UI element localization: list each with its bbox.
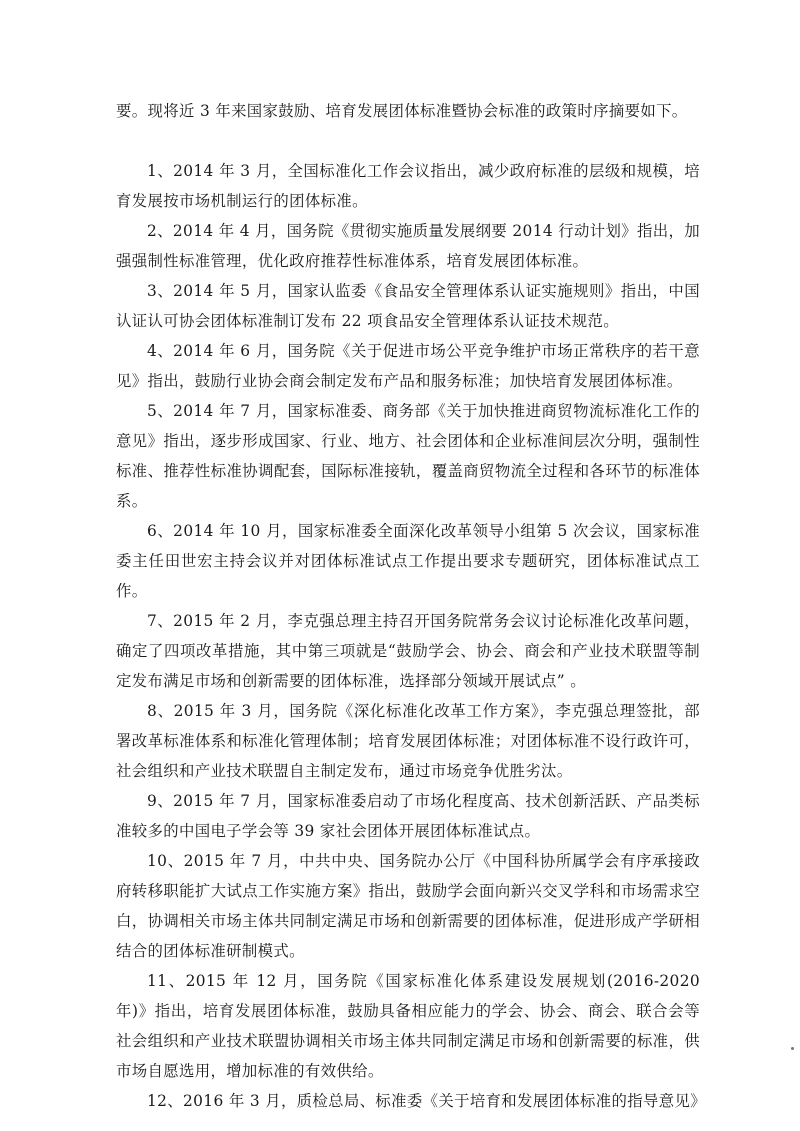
policy-item-12: 12、2016 年 3 月，质检总局、标准委《关于培育和发展团体标准的指导意见》 (147, 1092, 706, 1110)
scan-dot-mark (791, 1047, 794, 1050)
policy-item-2: 2、2014 年 4 月，国务院《贯彻实施质量发展纲要 2014 行动计划》指出，加强强制性标准管理，优化政府推荐性标准体系，培育发展团体标准。 (116, 222, 700, 270)
policy-item-4: 4、2014 年 6 月，国务院《关于促进市场公平竞争维护市场正常秩序的若干意见》指出，鼓励行业协会商会制定发布产品和服务标准；加快培育发展团体标准。 (116, 342, 700, 390)
policy-item-3: 3、2014 年 5 月，国家认监委《食品安全管理体系认证实施规则》指出，中国认证认可协会团体标准制订发布 22 项食品安全管理体系认证技术规范。 (116, 282, 700, 330)
policy-item-1: 1、2014 年 3 月，全国标准化工作会议指出，减少政府标准的层级和规模，培育发展按市场机制运行的团体标准。 (116, 162, 700, 210)
intro-paragraph: 要。现将近 3 年来国家鼓励、培育发展团体标准暨协会标准的政策时序摘要如下。 (116, 102, 688, 120)
policy-item-9: 9、2015 年 7 月，国家标准委启动了市场化程度高、技术创新活跃、产品类标准较多的中国电子学会等 39 家社会团体开展团体标准试点。 (116, 792, 700, 840)
policy-item-6: 6、2014 年 10 月，国家标准委全面深化改革领导小组第 5 次会议，国家标准委主任田世宏主持会议并对团体标准试点工作提出要求专题研究，团体标准试点工作。 (116, 522, 700, 600)
policy-item-5: 5、2014 年 7 月，国家标准委、商务部《关于加快推进商贸物流标准化工作的意见》指出，逐步形成国家、行业、地方、社会团体和企业标准间层次分明，强制性标准、推荐性标准协调配套，国际标准接轨，覆盖商贸物流全过程和各环节的标准体系。 (116, 402, 700, 510)
policy-item-10: 10、2015 年 7 月，中共中央、国务院办公厅《中国科协所属学会有序承接政府转移职能扩大试点工作实施方案》指出，鼓励学会面向新兴交叉学科和市场需求空白，协调相关市场主体共同制定满足市场和创新需要的团体标准，促进形成产学研相结合的团体标准研制模式。 (116, 852, 700, 960)
policy-item-8: 8、2015 年 3 月，国务院《深化标准化改革工作方案》，李克强总理签批，部署改革标准体系和标准化管理体制；培育发展团体标准；对团体标准不设行政许可，社会组织和产业技术联盟自主制定发布，通过市场竞争优胜劣汰。 (116, 702, 700, 780)
policy-item-11: 11、2015 年 12 月，国务院《国家标准化体系建设发展规划(2016-2020 年)》指出，培育发展团体标准，鼓励具备相应能力的学会、协会、商会、联合会等社会组织和产业技术联盟协调相关市场主体共同制定满足市场和创新需要的标准，供市场自愿选用，增加标准的有效供给。 (116, 972, 700, 1080)
document-page (116, 96, 706, 1116)
policy-item-7: 7、2015 年 2 月，李克强总理主持召开国务院常务会议讨论标准化改革问题，确定了四项改革措施，其中第三项就是“鼓励学会、协会、商会和产业技术联盟等制定发布满足市场和创新需要的团体标准，选择部分领域开展试点” 。 (116, 612, 700, 690)
